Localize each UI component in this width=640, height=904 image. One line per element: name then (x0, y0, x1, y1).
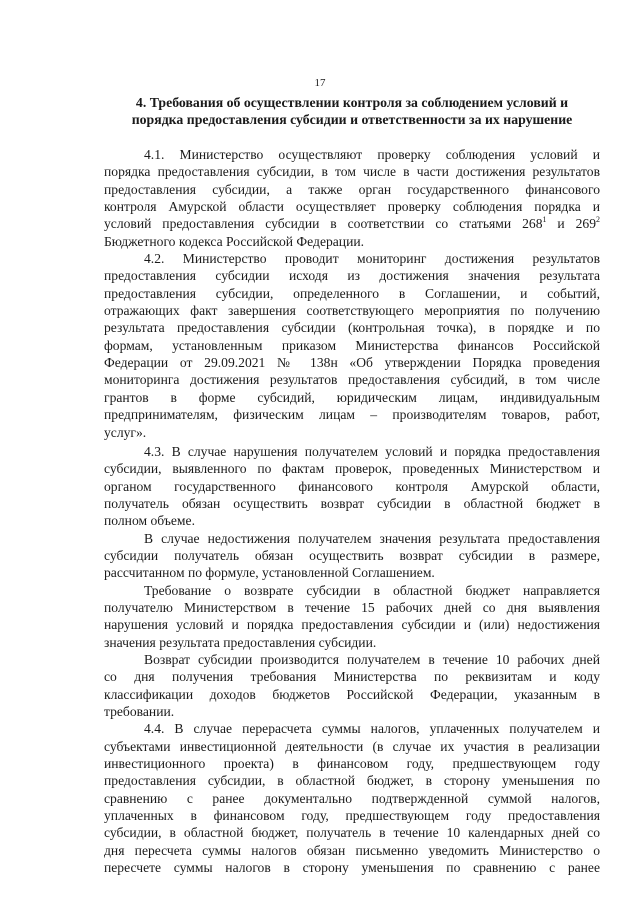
text-line: отражающих факт завершения соответствующего мероприятия по получению (104, 303, 600, 319)
text-line: предоставления субсидии исходя из достижения значения результата (104, 268, 600, 284)
paragraph-return-demand (104, 582, 600, 651)
text-line: результата предоставления субсидии (контрольная точка), в порядке и по (104, 320, 600, 336)
text-line: предоставления субсидии, а также орган государственного финансового (104, 181, 600, 197)
text-line: Бюджетного кодекса Российской Федерации. (104, 233, 365, 249)
section-heading-line: 4. Требования об осуществлении контроля за соблюдением условий и (135, 95, 569, 110)
text-segment: и 269 (546, 216, 596, 232)
page-number: 17 (314, 77, 326, 89)
superscript: 1 (542, 215, 547, 225)
text-line: уплаченных в финансовом году, предшествующем году предоставления (104, 808, 600, 824)
text-line: 4.1. Министерство осуществляют проверку соблюдения условий и (144, 147, 600, 162)
text-line: нарушения условий и порядка предоставления субсидии и (или) недостижения (104, 617, 600, 633)
text-line: грантов в форме субсидий, юридическим лицам, индивидуальным (104, 389, 600, 405)
text-line: предоставления субсидии, определенного в Соглашении, и событий, (104, 285, 600, 301)
text-line: Федерации от 29.09.2021 № 138н «Об утверждении Порядка проведения (104, 355, 600, 371)
section-heading (104, 94, 600, 128)
text-line: пересчете суммы налогов в сторону уменьшения по сравнению с ранее (104, 860, 600, 876)
text-line: Возврат субсидии производится получателем в течение 10 рабочих дней (144, 651, 600, 667)
text-line: В случае недостижения получателем значения результата предоставления (144, 530, 600, 546)
text-line: формам, установленным приказом Министерства финансов Российской (104, 337, 600, 353)
text-line: порядка предоставления субсидии, в том числе в части достижения результатов (104, 164, 600, 180)
text-line: со дня получения требования Министерства по реквизитам и коду (104, 669, 600, 685)
text-line: субсидии получатель обязан осуществить возврат субсидии в размере, (104, 547, 600, 563)
paragraph-non-achievement (104, 530, 600, 582)
text-line: Требование о возврате субсидии в областной бюджет направляется (144, 582, 600, 598)
text-line: рассчитанном по формуле, установленной Соглашением. (104, 565, 435, 581)
paragraph-4-1 (104, 146, 600, 250)
text-line: субсидии, выявленного по фактам проверок, проведенных Министерством и (104, 461, 600, 477)
paragraph-4-3 (104, 443, 600, 530)
text-line: получателю Министерством в течение 15 рабочих дней со дня выявления (104, 599, 600, 615)
text-segment: условий предоставления субсидии в соответствии со статьями 268 (104, 216, 543, 232)
section-heading-line: порядка предоставления субсидии и ответственности за их нарушение (131, 112, 573, 127)
text-line: субъектами инвестиционной деятельности (в случае их участия в реализации (104, 738, 600, 754)
text-line: дня пересчета суммы налогов обязан письменно уведомить Министерство о (104, 842, 600, 858)
document-body (104, 146, 600, 876)
text-line: органом государственного финансового контроля Амурской области, (104, 478, 600, 494)
text-line-with-superscripts (104, 215, 600, 232)
text-line: субсидии, в областной бюджет, получатель в течение 10 календарных дней со (104, 825, 600, 841)
superscript: 2 (596, 215, 600, 225)
paragraph-return-timing (104, 651, 600, 720)
text-line: предоставления субсидии, в областной бюджет, в сторону уменьшения по (104, 773, 600, 789)
text-line: требовании. (104, 704, 175, 719)
text-line: полном объеме. (104, 513, 195, 529)
paragraph-4-4 (104, 720, 600, 876)
text-line: предпринимателям, физическим лицам – производителям товаров, работ, (104, 407, 600, 423)
text-line: мониторинга достижения результатов предоставления субсидий, в том числе (104, 372, 600, 388)
text-line: классификации доходов бюджетов Российской Федерации, указанным в (104, 686, 600, 702)
text-line: контроля Амурской области осуществляет проверку соблюдения порядка и (104, 199, 600, 215)
text-line: 4.4. В случае перерасчета суммы налогов, уплаченных получателем и (144, 721, 600, 737)
text-line: 4.3. В случае нарушения получателем условий и порядка предоставления (144, 443, 600, 459)
text-line: получатель обязан осуществить возврат субсидии в областной бюджет в (104, 495, 600, 511)
text-line: значения результата предоставления субсидии. (104, 634, 377, 650)
paragraph-4-2 (104, 250, 600, 441)
text-line: инвестиционного проекта) в финансовом году, предшествующем году (104, 756, 600, 772)
text-line: 4.2. Министерство проводит мониторинг достижения результатов (144, 251, 600, 267)
text-line: услуг». (104, 424, 147, 440)
text-line: сравнению с ранее документально подтвержденной суммой налогов, (104, 790, 600, 806)
